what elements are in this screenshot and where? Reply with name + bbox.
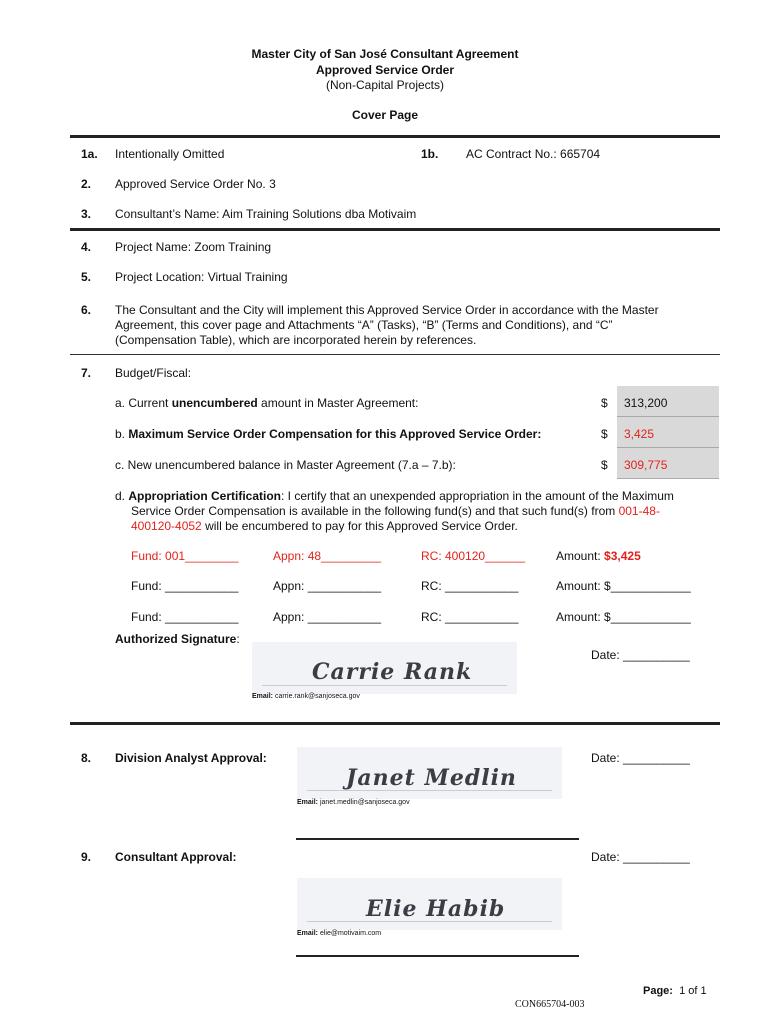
signature-line [262,685,507,686]
section-divider [70,354,720,355]
analyst-signature-rule [296,838,579,840]
signature-carrie-rank: Carrie Rank [312,659,473,685]
item-text-1a: Intentionally Omitted [115,147,225,161]
max-compensation-amount: 3,425 [624,427,655,441]
authorized-signature-label: Authorized Signature: [115,632,240,646]
rc-field: RC: ___________ [421,610,519,624]
item-number-2: 2. [81,177,92,191]
item-number-1b: 1b. [421,147,439,161]
cover-page-heading: Cover Page [351,108,419,122]
section-divider [70,135,720,138]
analyst-email: Email: janet.medlin@sanjoseca.gov [297,799,410,806]
item-number-9: 9. [81,850,92,864]
budget-line-c: c. New unencumbered balance in Master Agreement (7.a – 7.b): [115,458,456,472]
new-balance-amount: 309,775 [624,458,668,472]
consultant-date: Date: __________ [591,850,690,864]
project-name: Project Name: Zoom Training [115,240,272,254]
item-number-8: 8. [81,751,92,765]
item-number-6: 6. [81,303,92,317]
currency-symbol: $ [601,427,608,441]
contract-number: AC Contract No.: 665704 [466,147,601,161]
unencumbered-amount: 313,200 [624,396,668,410]
budget-line-a: a. Current unencumbered amount in Master Agreement: [115,396,419,410]
document-subtitle: Approved Service Order [315,63,455,77]
signature-janet-medlin: Janet Medlin [346,765,517,791]
service-order-number: Approved Service Order No. 3 [115,177,276,191]
page-number: Page: 1 of 1 [643,985,707,997]
item-number-4: 4. [81,240,92,254]
appropriation-line-1: d. Appropriation Certification: I certify that an unexpended appropriation in the amount of the Maximum [115,489,674,503]
item-6-line-2: Agreement, this cover page and Attachments “A” (Tasks), “B” (Terms and Conditions), and “C” [115,318,613,332]
item-6-line-1: The Consultant and the City will implement this Approved Service Order in accordance with the Master [115,303,659,317]
appn-field: Appn: ___________ [273,610,382,624]
consultant-email: Email: elie@motivaim.com [297,930,382,937]
consultant-signature-rule [296,955,579,957]
consultant-name: Consultant’s Name: Aim Training Solutions dba Motivaim [115,207,417,221]
section-divider [70,722,720,725]
analyst-date: Date: __________ [591,751,690,765]
authorized-email: Email: carrie.rank@sanjoseca.gov [252,693,360,700]
item-number-5: 5. [81,270,92,284]
rc-field: RC: 400120______ [421,549,526,563]
appropriation-line-3: 400120-4052 will be encumbered to pay for this Approved Service Order. [131,519,518,533]
amount-field: Amount: $3,425 [556,549,641,563]
fund-field: Fund: ___________ [131,579,239,593]
amount-field: Amount: $____________ [556,610,691,624]
document-code: CON665704-003 [515,999,585,1010]
rc-field: RC: ___________ [421,579,519,593]
document-type: (Non-Capital Projects) [325,78,445,92]
consultant-approval-label: Consultant Approval: [115,850,237,864]
budget-line-b: b. Maximum Service Order Compensation for this Approved Service Order: [115,427,542,441]
amount-field: Amount: $____________ [556,579,691,593]
division-analyst-label: Division Analyst Approval: [115,751,267,765]
fund-field: Fund: ___________ [131,610,239,624]
document-title: Master City of San José Consultant Agreement [251,47,519,61]
appn-field: Appn: ___________ [273,579,382,593]
item-number-3: 3. [81,207,92,221]
item-6-line-3: (Compensation Table), which are incorporated herein by references. [115,333,477,347]
section-divider [70,228,720,231]
budget-fiscal-label: Budget/Fiscal: [115,366,192,380]
currency-symbol: $ [601,396,608,410]
item-number-7: 7. [81,366,92,380]
project-location: Project Location: Virtual Training [115,270,288,284]
currency-symbol: $ [601,458,608,472]
appn-field: Appn: 48_________ [273,549,382,563]
appropriation-line-2: Service Order Compensation is available in the following fund(s) and that such fund(s) from 001-48- [131,504,660,518]
fund-field: Fund: 001________ [131,549,239,563]
signature-elie-habib: Elie Habib [366,896,506,922]
item-number-1a: 1a. [81,147,98,161]
authorized-date: Date: __________ [591,648,690,662]
